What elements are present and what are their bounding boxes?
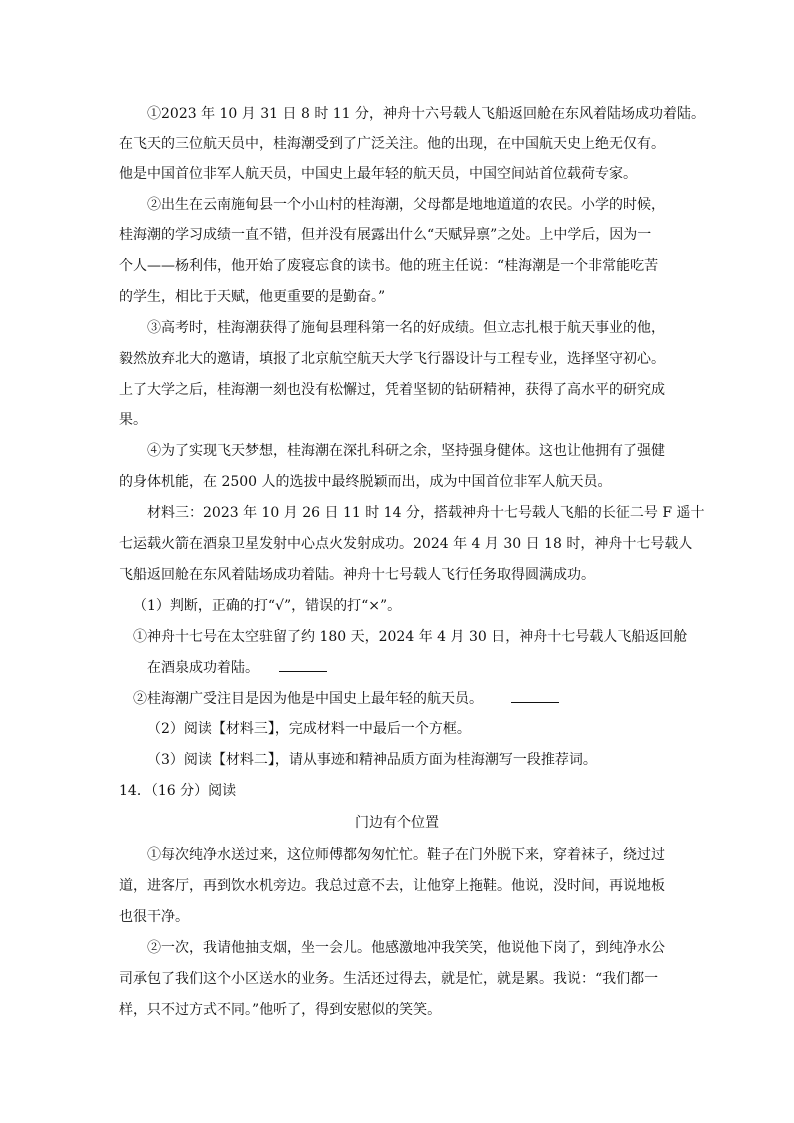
story-title: 门边有个位置 <box>355 815 439 831</box>
story-line: ②一次，我请他抽支烟，坐一会儿。他感激地冲我笑笑，他说他下岗了，到纯净水公 <box>147 940 665 956</box>
passage-line: 的学生，相比于天赋，他更重要的是勤奋。” <box>119 289 386 305</box>
material-three-line: 飞船返回舱在东风着陆场成功着陆。神舟十七号载人飞行任务取得圆满成功。 <box>119 567 595 583</box>
question-1a-line: ①神舟十七号在太空驻留了约 180 天，2024 年 4 月 30 日，神舟十七号载人飞船返回舱 <box>133 629 688 645</box>
question-1a-text: 在酒泉成功着陆。 <box>147 660 259 676</box>
material-three-line: 七运载火箭在酒泉卫星发射中心点火发射成功。2024 年 4 月 30 日 18 时，神舟十七号载人 <box>119 536 693 552</box>
story-line: 也很干净。 <box>119 909 189 925</box>
passage-line: 桂海潮的学习成绩一直不错，但并没有展露出什么“天赋异禀”之处。上中学后，因为一 <box>119 227 652 243</box>
story-line: 道，进客厅，再到饮水机旁边。我总过意不去，让他穿上拖鞋。他说，没时间，再说地板 <box>119 878 665 894</box>
question-1b-text: ②桂海潮广受注目是因为他是中国史上最年轻的航天员。 <box>133 691 483 707</box>
question-2: （2）阅读【材料三】，完成材料一中最后一个方框。 <box>147 721 471 737</box>
passage-line: 个人——杨利伟，他开始了废寝忘食的读书。他的班主任说：“桂海潮是一个非常能吃苦 <box>119 258 659 274</box>
material-three-line: 材料三：2023 年 10 月 26 日 11 时 14 分，搭载神舟十七号载人飞船的长征二号 F 遥十 <box>147 505 705 521</box>
passage-line: 他是中国首位非军人航天员，中国史上最年轻的航天员，中国空间站首位载荷专家。 <box>119 166 637 182</box>
question-3: （3）阅读【材料二】，请从事迹和精神品质方面为桂海潮写一段推荐词。 <box>147 752 597 768</box>
question-14-heading: 14．（16 分）阅读 <box>119 783 237 799</box>
question-1b-line <box>133 688 559 708</box>
answer-blank-1a[interactable] <box>279 657 327 672</box>
story-line: 样，只不过方式不同。”他听了，得到安慰似的笑笑。 <box>119 1002 442 1018</box>
question-1: （1）判断，正确的打“√”，错误的打“×”。 <box>133 598 402 614</box>
passage-line: ②出生在云南施甸县一个小山村的桂海潮，父母都是地地道道的农民。小学的时候， <box>147 197 665 213</box>
story-line: 司承包了我们这个小区送水的业务。生活还过得去，就是忙，就是累。我说：“我们都一 <box>119 971 659 987</box>
question-1a-line <box>147 657 327 677</box>
story-line: ①每次纯净水送过来，这位师傅都匆匆忙忙。鞋子在门外脱下来，穿着袜子，绕过过 <box>147 847 665 863</box>
passage-line: ④为了实现飞天梦想，桂海潮在深扎科研之余，坚持强身健体。这也让他拥有了强健 <box>147 443 665 459</box>
passage-line: 果。 <box>119 412 147 428</box>
passage-line: 的身体机能，在 2500 人的选拔中最终脱颖而出，成为中国首位非军人航天员。 <box>119 474 612 490</box>
passage-line: ③高考时，桂海潮获得了施甸县理科第一名的好成绩。但立志扎根于航天事业的他， <box>147 320 665 336</box>
passage-line: ①2023 年 10 月 31 日 8 时 11 分，神舟十六号载人飞船返回舱在东风着陆场成功着陆。 <box>147 106 706 122</box>
answer-blank-1b[interactable] <box>511 688 559 703</box>
passage-line: 毅然放弃北大的邀请，填报了北京航空航天大学飞行器设计与工程专业，选择坚守初心。 <box>119 351 665 367</box>
passage-line: 在飞天的三位航天员中，桂海潮受到了广泛关注。他的出现，在中国航天史上绝无仅有。 <box>119 136 665 152</box>
passage-line: 上了大学之后，桂海潮一刻也没有松懈过，凭着坚韧的钻研精神，获得了高水平的研究成 <box>119 382 665 398</box>
